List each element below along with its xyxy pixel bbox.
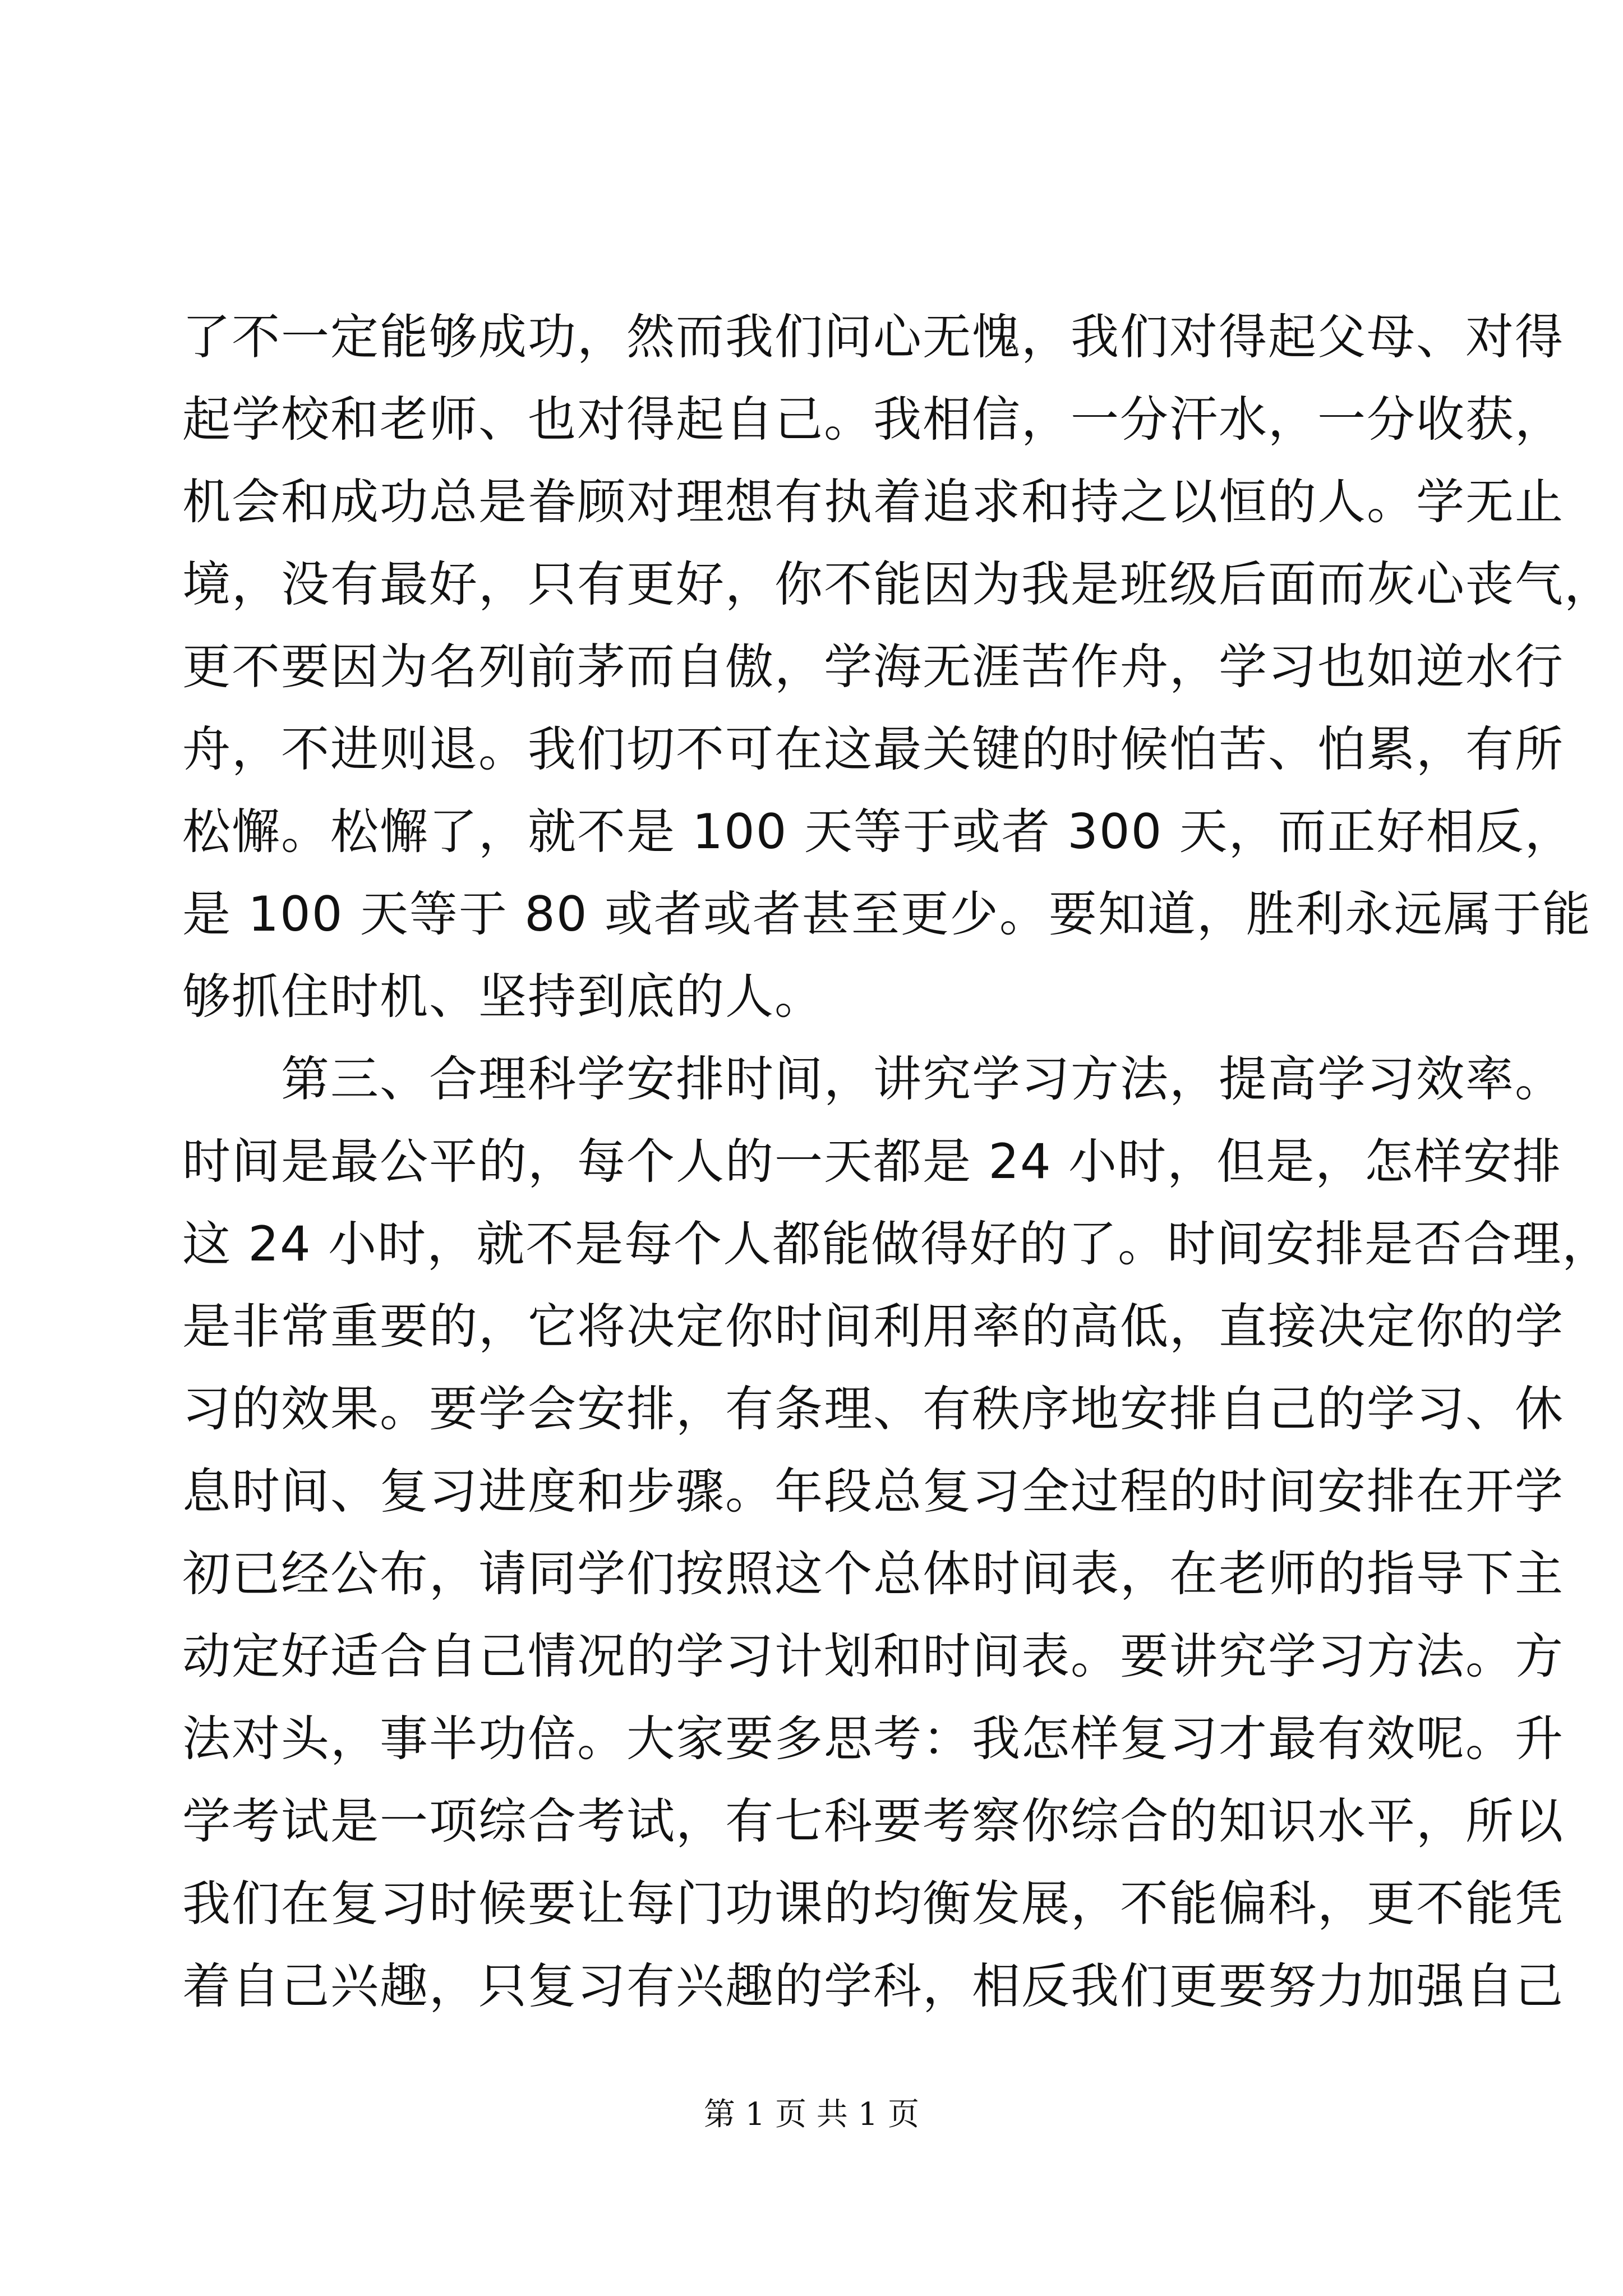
text-line: 是 100 天等于 80 或者或者甚至更少。要知道，胜利永远属于能 bbox=[182, 886, 1592, 942]
text-line: 息时间、复习进度和步骤。年段总复习全过程的时间安排在开学 bbox=[182, 1464, 1564, 1520]
text-line: 习的效果。要学会安排，有条理、有秩序地安排自己的学习、休 bbox=[182, 1381, 1564, 1437]
text-line: 舟，不进则退。我们切不可在这最关键的时候怕苦、怕累，有所 bbox=[182, 721, 1564, 777]
text-line: 够抓住时机、坚持到底的人。 bbox=[182, 969, 824, 1025]
text-line: 起学校和老师、也对得起自己。我相信，一分汗水，一分收获， bbox=[182, 392, 1564, 448]
text-line: 动定好适合自己情况的学习计划和时间表。要讲究学习方法。方 bbox=[182, 1628, 1564, 1685]
text-line: 学考试是一项综合考试，有七科要考察你综合的知识水平，所以 bbox=[182, 1793, 1564, 1849]
document-body bbox=[182, 296, 1613, 2028]
page-number-footer: 第 1 页 共 1 页 bbox=[703, 2096, 920, 2133]
text-line: 法对头，事半功倍。大家要多思考：我怎样复习才最有效呢。升 bbox=[182, 1711, 1564, 1767]
text-line: 时间是最公平的，每个人的一天都是 24 小时，但是，怎样安排 bbox=[182, 1134, 1562, 1190]
text-line: 是非常重要的，它将决定你时间利用率的高低，直接决定你的学 bbox=[182, 1299, 1564, 1355]
text-line: 松懈。松懈了，就不是 100 天等于或者 300 天，而正好相反， bbox=[182, 804, 1574, 860]
text-line: 着自己兴趣，只复习有兴趣的学科，相反我们更要努力加强自己 bbox=[182, 1958, 1564, 2014]
text-line: 机会和成功总是眷顾对理想有执着追求和持之以恒的人。学无止 bbox=[182, 474, 1564, 530]
text-line: 境，没有最好，只有更好，你不能因为我是班级后面而灰心丧气， bbox=[182, 556, 1613, 613]
text-line: 了不一定能够成功，然而我们问心无愧，我们对得起父母、对得 bbox=[182, 309, 1564, 365]
text-line: 这 24 小时，就不是每个人都能做得好的了。时间安排是否合理， bbox=[182, 1216, 1612, 1272]
paragraph-start-line: 第三、合理科学安排时间，讲究学习方法，提高学习效率。 bbox=[182, 1051, 1564, 1107]
text-line: 初已经公布，请同学们按照这个总体时间表，在老师的指导下主 bbox=[182, 1546, 1564, 1602]
text-line: 更不要因为名列前茅而自傲，学海无涯苦作舟，学习也如逆水行 bbox=[182, 639, 1564, 695]
text-line: 我们在复习时候要让每门功课的均衡发展，不能偏科，更不能凭 bbox=[182, 1876, 1564, 1932]
